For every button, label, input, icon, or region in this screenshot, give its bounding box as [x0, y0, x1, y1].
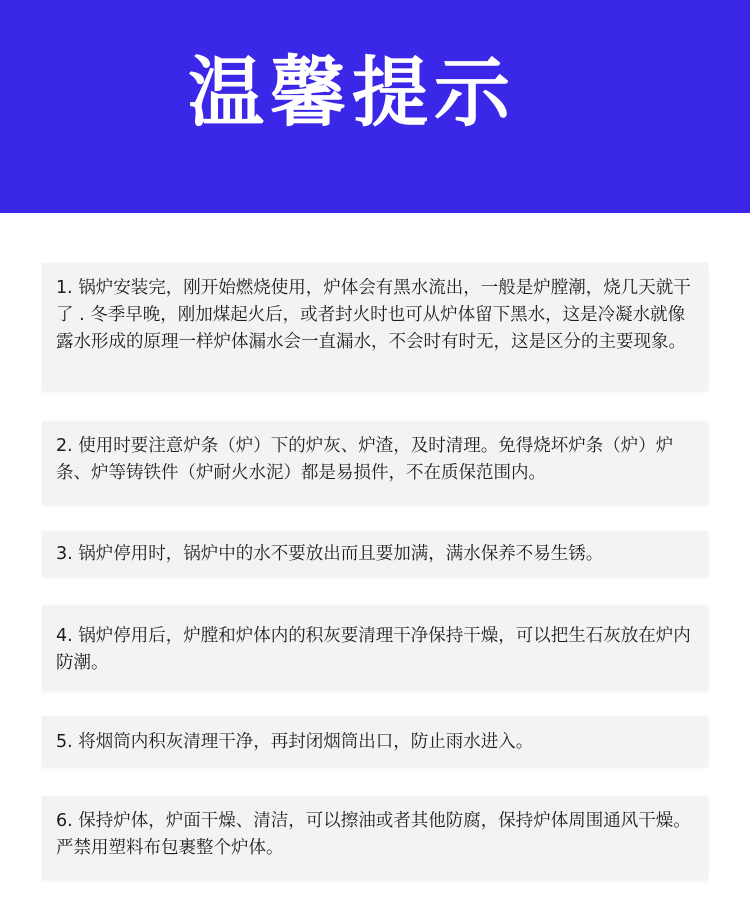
tip-text-1: 1. 锅炉安装完，刚开始燃烧使用，炉体会有黑水流出，一般是炉膛潮，烧几天就干了 . 冬季早晚，刚加煤起火后，或者封火时也可从炉体留下黑水，这是冷凝水就像露水形成的原理一样炉体漏水会一直漏水，不会时有时无，这是区分的主要现象。	[56, 278, 691, 352]
tip-card-6	[42, 796, 708, 880]
tip-text-2: 2. 使用时要注意炉条（炉）下的炉灰、炉渣，及时清理。免得烧坏炉条（炉）炉条、炉等铸铁件（炉耐火水泥）都是易损件，不在质保范围内。	[56, 436, 674, 483]
tip-card-1	[42, 263, 708, 391]
tip-card-4	[42, 605, 708, 691]
page-title: 温馨提示	[188, 48, 516, 137]
tip-card-3	[42, 531, 708, 577]
header-banner	[0, 0, 750, 213]
tip-text-4: 4. 锅炉停用后，炉膛和炉体内的积灰要清理干净保持干燥，可以把生石灰放在炉内防潮。	[56, 626, 691, 673]
tip-card-5	[42, 716, 708, 767]
tip-text-5: 5. 将烟筒内积灰清理干净，再封闭烟筒出口，防止雨水进入。	[56, 732, 534, 752]
tip-text-3: 3. 锅炉停用时，锅炉中的水不要放出而且要加满，满水保养不易生锈。	[56, 544, 604, 564]
tip-card-2	[42, 421, 708, 505]
tip-text-6: 6. 保持炉体，炉面干燥、清洁，可以擦油或者其他防腐，保持炉体周围通风干燥。严禁用塑料布包裹整个炉体。	[56, 811, 691, 858]
